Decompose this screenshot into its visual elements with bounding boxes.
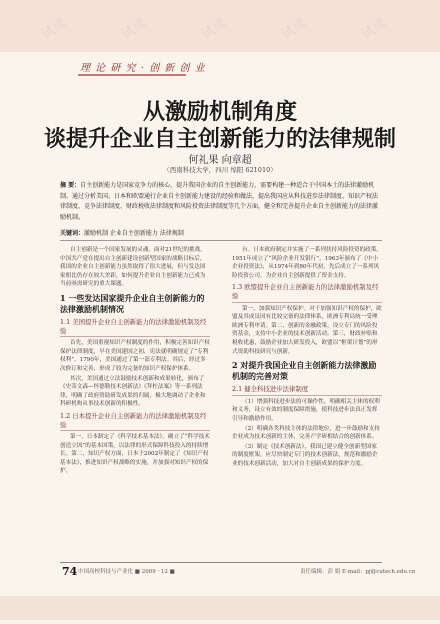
journal-info: 中国高校科技与产业化 ■ 2009 · 12 ■ xyxy=(78,569,175,575)
subsection-heading-text: 1.1 美国提升企业自主创新能力的法律激励机制及经验 xyxy=(60,317,207,335)
article-title-line2: 谈提升企业自主创新能力的法律规制 xyxy=(43,126,396,152)
subsection-heading xyxy=(60,318,210,337)
paragraph: 首先，美国重视知识产权制度的作用，积极完善知识产权保护法律制度，早在美国建国之初，宪法就明确规定了“专利权利”。1790年，美国通过了第一部专利法。其后，经过多次修订和完善，形成了较为完备的知识产权保护体系。 xyxy=(60,340,210,372)
watermark: 试读 xyxy=(38,16,70,43)
section-heading: 2 对提升我国企业自主创新能力法律激励机制的完善对策 xyxy=(232,360,377,382)
paragraph: 台。日本政府制定并实施了一系列扶持风险投资的政策，1951年成立了“风险企业开发银行”，1963年颁布了《中小企业投资法》，从1974年到80年代初，先后成立了一系列风险投资公司，为企业自主创新提供了资金支持。 xyxy=(232,247,382,279)
paragraph: 第一，日本制定了《科学技术基本法》，确立了“科学技术创造立国”的基本国策，以法律的形式保障科技投入的持续增长。第二，知识产权方面，日本于2002年制定了《知识产权基本法》，推进知识产权战略的实施，并加强对知识产权的保护。 xyxy=(60,434,210,475)
affiliation: （西南科技大学，四川 绵阳 621010） xyxy=(163,166,277,174)
authors: 何礼果 向章超 xyxy=(188,155,252,166)
paragraph: （2）明确各类科技主体的法律地位，进一步鼓励和支持企业成为技术创新的主体，完善产学研相结合的创新体系。 xyxy=(232,425,380,441)
keywords-label: 关键词： xyxy=(60,230,85,237)
watermark: 试读 xyxy=(358,16,390,43)
article-title-line1: 从激励机制角度 xyxy=(142,99,297,125)
abstract xyxy=(60,181,382,223)
paragraph: 第一，加强知识产权保护。对于加强知识产权的保护，欧盟及其成员国有比较完备的法律体系，欧洲专利局统一受理欧洲专利申请。第二，创新的金融政策，设立专门的风险投资基金，支持中小企业的技术创新活动。第三，财政补贴和税收优惠，鼓励企业加大研发投入，欧盟以“框架计划”的形式资助科技研究与创新。 xyxy=(232,305,382,355)
paragraph: （1）增强科技进步法的可操作性，明确相关主体的权利和义务，设立有效的制度保障措施，使科技进步法真正发挥引导和激励作用。 xyxy=(232,398,380,422)
subsection-rule xyxy=(60,430,210,431)
keywords xyxy=(60,228,382,237)
left-column xyxy=(60,246,210,477)
subsection-rule xyxy=(60,336,210,337)
subsection-heading-text: 1.3 欧盟提升企业自主创新能力的法律激励机制及经验 xyxy=(232,283,379,300)
abstract-divider xyxy=(60,240,382,241)
page-number: 74 xyxy=(62,565,78,578)
editor-info: 责任编辑：彭 娟 E-mail：pj@cutech.edu.cn xyxy=(300,569,416,575)
subsection-heading xyxy=(232,283,382,302)
section-tag-underline xyxy=(78,74,186,76)
paragraph: 其次，美国通过立法鼓励技术创新和成果转化，颁布了《史蒂文森—怀德勒技术创新法》《拜杜法案》等一系列法律，明确了政府资助研发成果的归属，极大地调动了企业和科研机构从事技术创新的积极性。 xyxy=(60,375,206,408)
subsection-heading xyxy=(60,412,210,431)
subsection-heading-text: 2.1 健全科技进步法律制度 xyxy=(232,385,309,394)
right-column xyxy=(232,246,382,469)
section-tag: 理 论 研 究 · 创 新 创 业 xyxy=(80,63,206,74)
keywords-text: 激励机制 企业自主创新能力 法律规制 xyxy=(84,230,184,237)
subsection-heading xyxy=(232,385,382,396)
watermark: 试读 xyxy=(118,16,150,43)
footer-band xyxy=(0,596,440,620)
paragraph: 自主创新是一个国家发展的灵魂。面对21世纪的挑战，中国共产党在提出自主创新建设创新型国家的战略目标后，我国的企业自主创新能力虽然取得了很大进展，但与发达国家相比仍存在较大差距，如何提升企业自主创新能力已成为当前亟需研究的重大课题。 xyxy=(60,247,206,288)
subsection-heading-text: 1.2 日本提升企业自主创新能力的法律激励机制及经验 xyxy=(60,411,207,429)
subsection-rule xyxy=(232,395,382,396)
abstract-text: 自主创新能力是国家竞争力的核心，提升我国企业的自主创新能力，需要构建一种适合于中国本土的法律激励机制。通过分析美国、日本和欧盟通行企业自主创新能力建设的经验和做法，提出我国应从科技进步法律制度、知识产权法律制度、竞争法律制度、财政税收法律制度和风险投资法律制度等几个方面，健全和完善提升企业自主创新能力的法律激励机制。 xyxy=(60,182,379,221)
watermark: 试读 xyxy=(198,16,230,43)
section-heading: 1 一些发达国家提升企业自主创新能力的法律激励机制情况 xyxy=(60,292,205,314)
abstract-label: 摘 要： xyxy=(60,182,81,189)
watermark: 试读 xyxy=(278,16,310,43)
paragraph: （3）制定《技术创新法》，我国已建立健全创新型国家的制度框架，应尽快制定专门的技术创新法，规范和激励企业的技术创新活动，加大对自主创新成果的保护力度。 xyxy=(232,443,378,467)
subsection-rule xyxy=(232,302,382,303)
footer-rule xyxy=(60,562,382,563)
